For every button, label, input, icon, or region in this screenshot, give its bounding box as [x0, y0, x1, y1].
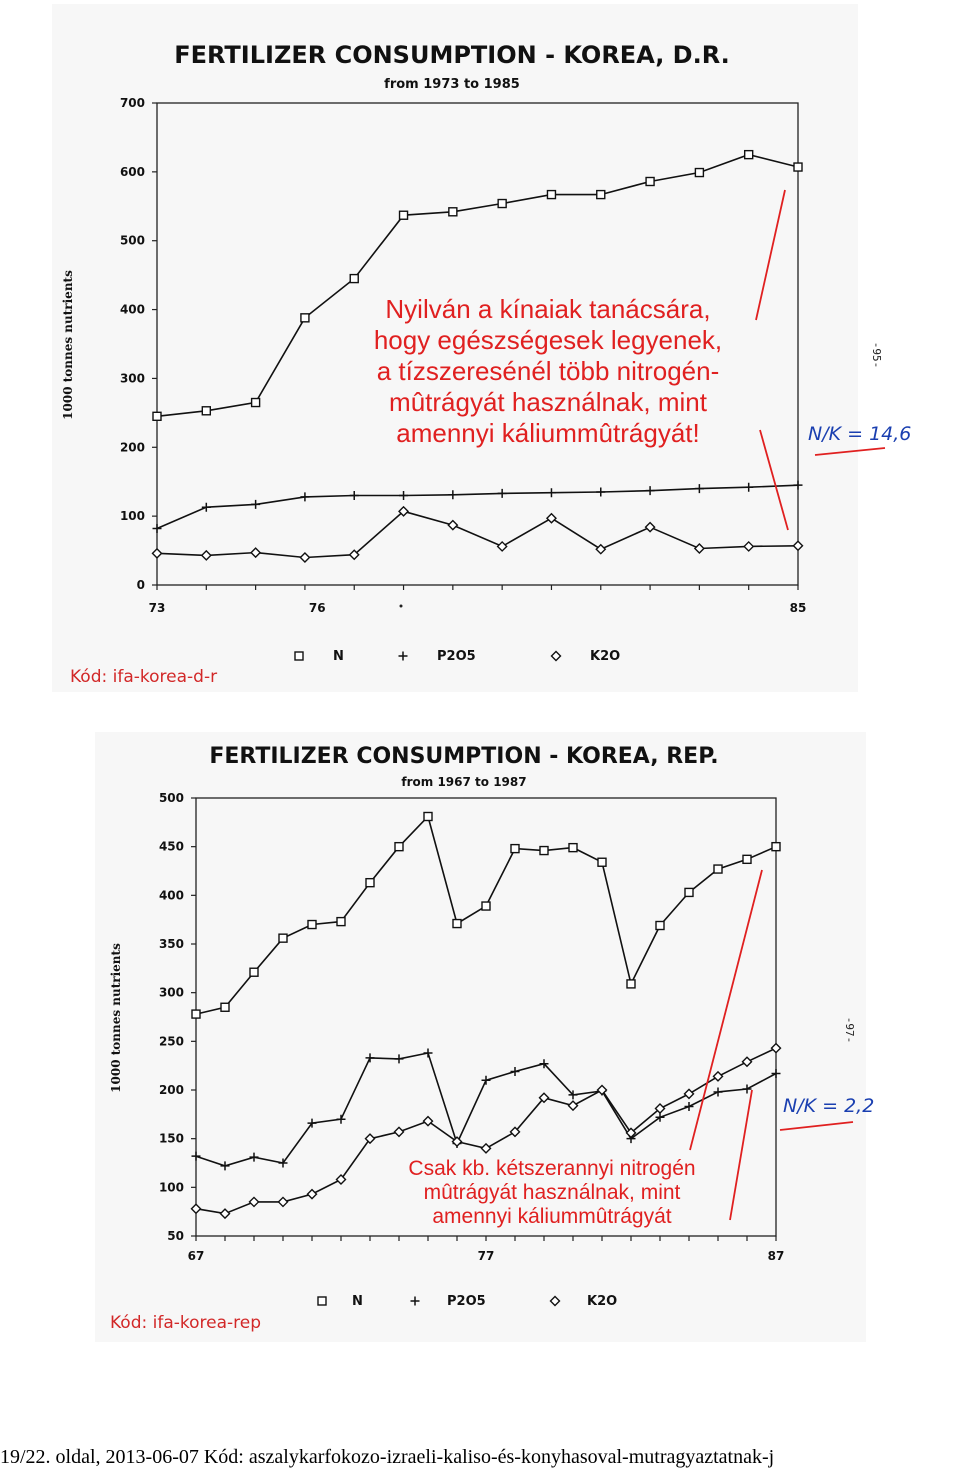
x-tick-label: 67 — [187, 1249, 205, 1263]
annotation-line: amennyi káliummûtrágyát — [432, 1205, 672, 1228]
annotation-line: amennyi káliummûtrágyát! — [396, 418, 700, 448]
chart-subtitle: from 1973 to 1985 — [384, 77, 520, 92]
handwritten-ratio: N/K = 2,2 — [783, 1095, 875, 1117]
y-tick-label: 400 — [158, 888, 184, 903]
data-point — [685, 888, 693, 896]
legend-label: N — [352, 1294, 363, 1309]
data-point — [714, 865, 722, 873]
x-tick-label: 76 — [308, 601, 326, 615]
legend-marker — [318, 1297, 326, 1305]
legend-label: N — [333, 649, 344, 664]
data-point — [627, 980, 635, 988]
y-tick-label: 0 — [136, 578, 145, 592]
annotation-line: Nyilván a kínaiak tanácsára, — [385, 294, 711, 324]
axis-dot — [400, 605, 403, 608]
data-point — [252, 399, 260, 407]
code-label: Kód: ifa-korea-rep — [110, 1313, 262, 1333]
data-point — [449, 208, 457, 216]
data-point — [424, 812, 432, 820]
data-point — [656, 922, 664, 930]
x-tick-label: 77 — [477, 1249, 495, 1263]
data-point — [511, 845, 519, 853]
legend-label: P2O5 — [447, 1294, 486, 1309]
y-tick-label: 100 — [158, 1180, 184, 1195]
data-point — [597, 191, 605, 199]
chart-2 — [95, 732, 874, 1342]
y-axis-label: 1000 tonnes nutrients — [61, 270, 75, 420]
y-axis-label: 1000 tonnes nutrients — [109, 943, 123, 1093]
data-point — [695, 169, 703, 177]
y-tick-label: 350 — [158, 937, 184, 951]
y-tick-label: 500 — [158, 791, 184, 805]
chart-title: FERTILIZER CONSUMPTION - KOREA, D.R. — [174, 41, 730, 69]
y-tick-label: 150 — [158, 1131, 184, 1146]
data-point — [301, 314, 309, 322]
y-tick-label: 250 — [158, 1034, 184, 1049]
data-point — [250, 968, 258, 976]
chart-1 — [52, 4, 911, 692]
data-point — [453, 920, 461, 928]
legend-label: K2O — [590, 649, 621, 664]
data-point — [400, 211, 408, 219]
y-tick-label: 600 — [119, 164, 145, 179]
handwritten-ratio: N/K = 14,6 — [808, 423, 912, 445]
x-tick-label: 85 — [789, 601, 807, 615]
annotation-line: mûtrágyát használnak, mint — [389, 387, 707, 417]
y-tick-label: 300 — [158, 985, 184, 1000]
data-point — [794, 163, 802, 171]
data-point — [646, 177, 654, 185]
y-tick-label: 700 — [119, 96, 145, 110]
annotation-line: Csak kb. kétszerannyi nitrogén — [408, 1157, 696, 1180]
x-tick-label: 87 — [767, 1249, 785, 1263]
data-point — [395, 843, 403, 851]
page-mark: -95- — [870, 341, 883, 369]
legend-marker — [295, 652, 303, 660]
data-point — [772, 843, 780, 851]
data-point — [745, 151, 753, 159]
chart-subtitle: from 1967 to 1987 — [401, 775, 527, 789]
chart-title: FERTILIZER CONSUMPTION - KOREA, REP. — [209, 744, 719, 769]
data-point — [743, 855, 751, 863]
data-point — [598, 858, 606, 866]
y-tick-label: 200 — [158, 1083, 184, 1097]
data-point — [279, 934, 287, 942]
page-mark: -97- — [843, 1016, 856, 1044]
y-tick-label: 50 — [167, 1229, 184, 1243]
page-footer: 19/22. oldal, 2013-06-07 Kód: aszalykarfokozo-izraeli-kaliso-és-konyhasoval-mutragyaztatnak-j — [0, 1446, 775, 1468]
annotation-line: mûtrágyát használnak, mint — [423, 1181, 681, 1204]
data-point — [547, 191, 555, 199]
data-point — [366, 879, 374, 887]
x-tick-label: 73 — [148, 601, 166, 615]
data-point — [308, 921, 316, 929]
y-tick-label: 400 — [119, 302, 145, 317]
y-tick-label: 300 — [119, 371, 145, 386]
data-point — [482, 902, 490, 910]
code-label: Kód: ifa-korea-d-r — [70, 667, 218, 687]
y-tick-label: 200 — [119, 440, 145, 455]
data-point — [202, 407, 210, 415]
legend-label: P2O5 — [437, 649, 476, 664]
y-tick-label: 500 — [119, 233, 145, 248]
data-point — [350, 275, 358, 283]
data-point — [569, 844, 577, 852]
data-point — [337, 918, 345, 926]
data-point — [221, 1003, 229, 1011]
data-point — [192, 1010, 200, 1018]
y-tick-label: 100 — [119, 509, 145, 524]
data-point — [153, 412, 161, 420]
data-point — [498, 200, 506, 208]
annotation-line: hogy egészségesek legyenek, — [373, 325, 723, 355]
data-point — [540, 847, 548, 855]
legend-label: K2O — [587, 1294, 618, 1309]
annotation-line: a tízszeresénél több nitrogén- — [376, 356, 720, 386]
y-tick-label: 450 — [158, 839, 184, 854]
